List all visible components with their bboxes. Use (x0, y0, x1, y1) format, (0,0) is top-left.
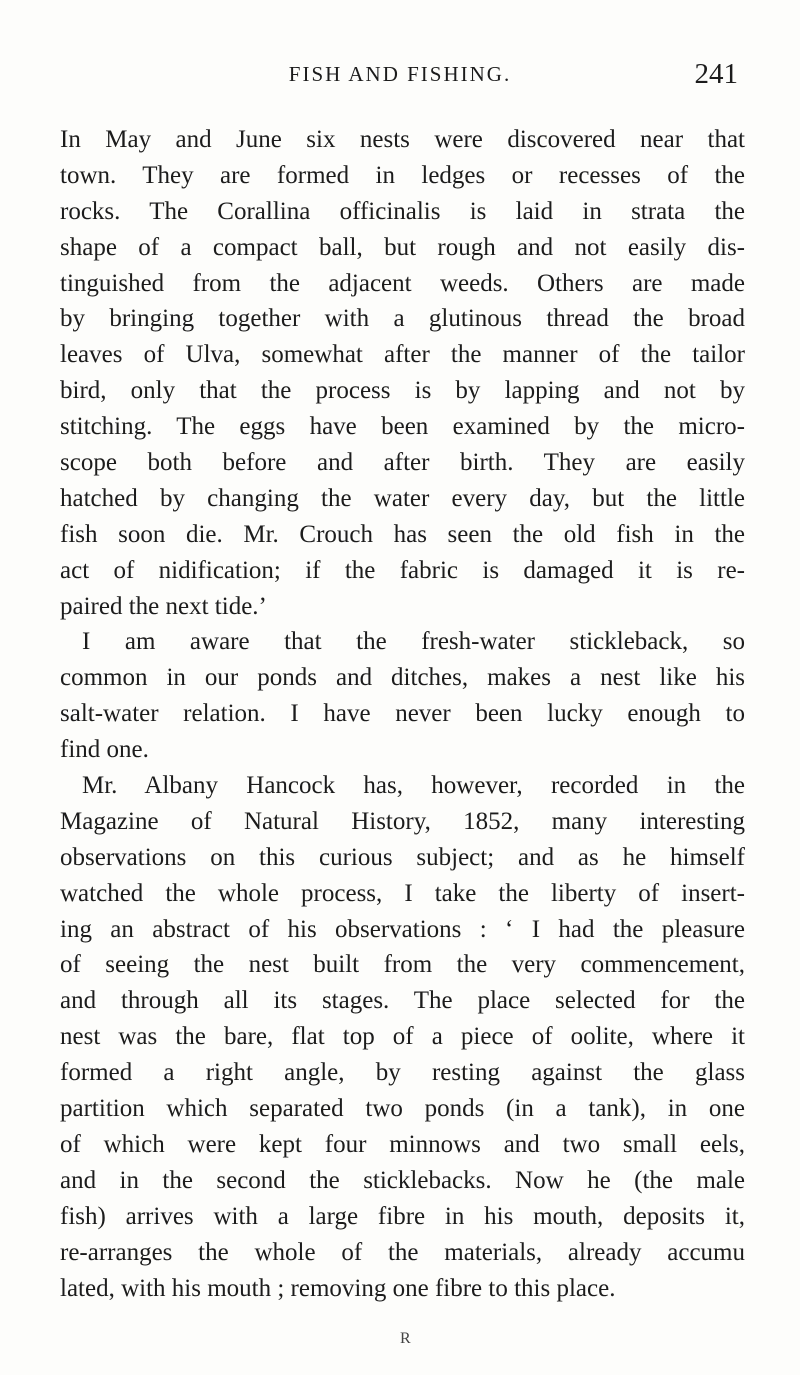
text-line: partition which separated two ponds (in a tank), in one (60, 1095, 745, 1123)
text-line: common in our ponds and ditches, makes a nest like his (60, 664, 745, 692)
text-line: hatched by changing the water every day, but the little (60, 484, 745, 512)
text-line: and in the second the sticklebacks. Now he (the male (60, 1166, 745, 1194)
text-line: bird, only that the process is by lapping and not by (60, 377, 745, 405)
running-title: FISH AND FISHING. (288, 62, 512, 86)
text-line: by bringing together with a glutinous thread the broad (60, 305, 745, 333)
text-line: fish soon die. Mr. Crouch has seen the old fish in the (60, 520, 745, 548)
text-line: and through all its stages. The place selected for the (60, 987, 745, 1015)
text-line: re-arranges the whole of the materials, already accumu (60, 1238, 745, 1266)
text-line: scope both before and after birth. They are easily (60, 449, 745, 477)
text-line: rocks. The Corallina officinalis is laid in strata the (60, 197, 745, 225)
text-line: tinguished from the adjacent weeds. Others are made (60, 269, 745, 297)
text-line: act of nidification; if the fabric is damaged it is re- (60, 556, 745, 584)
text-line: stitching. The eggs have been examined by the micro- (60, 413, 745, 441)
text-line: shape of a compact ball, but rough and not easily dis- (60, 233, 745, 261)
text-line: formed a right angle, by resting against the glass (60, 1059, 745, 1087)
text-line: fish) arrives with a large fibre in his mouth, deposits it, (60, 1202, 745, 1230)
body-text (60, 122, 745, 1306)
text-line: of which were kept four minnows and two small eels, (60, 1130, 745, 1158)
text-line: nest was the bare, flat top of a piece of oolite, where it (60, 1023, 745, 1051)
text-line: salt-water relation. I have never been lucky enough to (60, 700, 745, 728)
text-line: town. They are formed in ledges or recesses of the (60, 161, 745, 189)
text-line: ing an abstract of his observations : ‘ I had the pleasure (60, 915, 745, 943)
signature-mark: R (400, 1330, 411, 1347)
text-line: paired the next tide.’ (60, 592, 267, 620)
text-line: Mr. Albany Hancock has, however, recorded in the (82, 772, 745, 800)
text-line: of seeing the nest built from the very commencement, (60, 951, 745, 979)
text-line: In May and June six nests were discovered near that (60, 126, 745, 153)
text-line: watched the whole process, I take the liberty of insert- (60, 879, 745, 907)
text-line: I am aware that the fresh-water stickleback, so (82, 628, 745, 656)
text-line: lated, with his mouth ; removing one fibre to this place. (60, 1274, 616, 1302)
text-line: leaves of Ulva, somewhat after the manner of the tailor (60, 341, 745, 369)
text-line: find one. (60, 736, 149, 764)
text-line: Magazine of Natural History, 1852, many interesting (60, 807, 745, 835)
running-head (60, 58, 740, 98)
page-number: 241 (694, 58, 738, 90)
text-line: observations on this curious subject; and as he himself (60, 843, 745, 871)
